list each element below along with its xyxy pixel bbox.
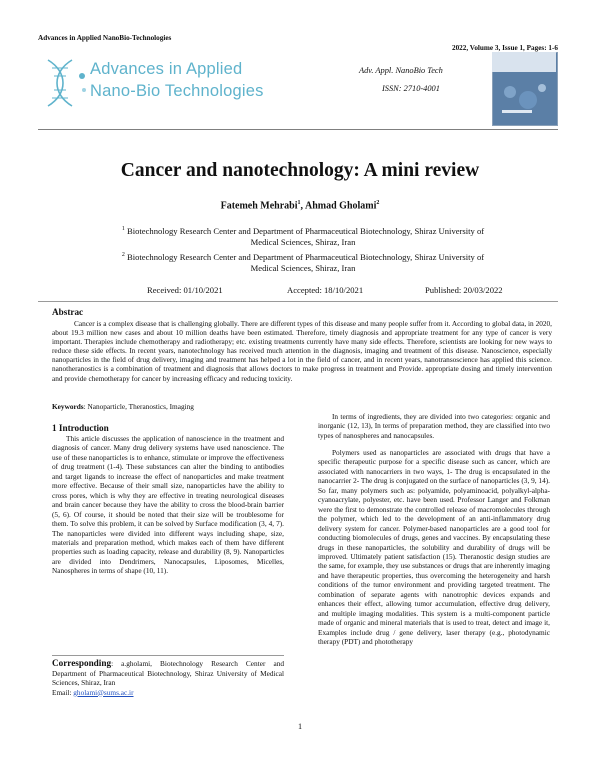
- affiliation-1: [118, 224, 488, 248]
- author-separator: ,: [300, 200, 305, 212]
- paragraph-text: In terms of ingredients, they are divided into two categories: organic and inorganic (12, 13), In terms of preparation method, they are classified into two types of nanospheres and nanocapsules.: [318, 412, 550, 440]
- section-heading-introduction: 1 Introduction: [52, 423, 109, 433]
- cover-pattern-icon: [498, 78, 550, 118]
- author-name: Fatemeh Mehrabi: [220, 200, 298, 212]
- corresponding-label: Corresponding: [52, 658, 112, 668]
- author-affiliation-mark: 1: [297, 200, 301, 206]
- paragraph-text: Polymers used as nanoparticles are associated with drugs that have a specific therapeutic purpose for a specific disease such as cancer, which are associated with nanocarriers in two ways, 1- The drug is encapsulated in the nanocarrier 2- The drug is conjugated on the surface of nanoparticles (3, 9, 14). So far, many polymers such as: polyamide, polyaminoacid, polyalkyl-alpha-cyanoacrylate, polyester, etc. have been used. Professor Langer and Folkman were the first to demonstrate the controlled release of macromolecules through the polymer, which led to the development of an anti-inflammatory drug delivery system for cancer. Polymer-based nanoparticles are a good tool for conducting biomolecules of drugs, genes and vaccines. By encapsulating these drugs in these nanoparticles, the solubility and durability of drugs will be improved. Ultimately patient satisfaction (15). Theranostic design studies are the same, for example, they use substances or drugs that are inherently imaging and have therapeutic properties, thus overcoming the heterogeneity and harsh conditions of the tumor environment and providing targeted treatment. The combination of separate agents with nanotrophic devices expands and enhances their effect, allowing tumor accumulation, effective drug delivery, and multiple imaging modalities. This system is a multi-component particle made of organic and mineral materials that is used to treat, detect and image it, Examples include drug / gene delivery, laser therapy (e.g., photodynamic therapy (PDT) and phototherapy: [318, 448, 550, 647]
- author-affiliation-mark: 2: [376, 200, 380, 206]
- journal-name: Advances in Applied NanoBio-Technologies: [38, 34, 172, 42]
- affiliation-text: Biotechnology Research Center and Department of Pharmaceutical Biotechnology, Shiraz University of Medical Sciences, Shiraz, Iran: [124, 251, 485, 273]
- abstract-text: Cancer is a complex disease that is challenging globally. There are different types of this disease and many people suffer from it. According to global data, in 2020, about 19.3 million new cases and about 10 million deaths have been estimated. Therefore, timely diagnosis and appropriate treatment for any type of cancer is very important. Therapies include chemotherapy and radiotherapy; etc. existing treatments currently have many side effects. Therefore, scientists are looking for new ways to reduce these side effects. In recent years, nanotechnology has received much attention in the diagnosis, imaging and treatment of this disease. Nanoscience, especially nanoparticles in the field of drug delivery, imaging and treatment has helped a lot in the field of cancer, and in recent years, nanotransoscience has applied this science. nanotheranostics is a combination of treatment and diagnosis that allows doctors to make progress in treatment and Provide. appropriate dosing and timely intervention and provide chemotherapy for cancer by increasing efficacy and reducing toxicity.: [52, 319, 552, 383]
- affiliation-mark: 2: [121, 252, 125, 258]
- right-column-paragraph-2: [318, 448, 550, 647]
- header-divider: [38, 129, 558, 130]
- affiliation-mark: 1: [121, 226, 125, 232]
- corresponding-author-note: [52, 659, 284, 697]
- journal-issn: ISSN: 2710-4001: [382, 84, 440, 93]
- intro-paragraph: [52, 434, 284, 576]
- abstract-heading: Abstrac: [52, 307, 84, 317]
- logo-text-line1: Advances in Applied: [90, 60, 243, 78]
- article-title: Cancer and nanotechnology: A mini review: [120, 160, 480, 181]
- logo-dot-icon: [82, 88, 86, 92]
- journal-abbreviation: Adv. Appl. NanoBio Tech: [359, 66, 443, 75]
- footnote-divider: [52, 655, 284, 656]
- logo-dot-icon: [79, 73, 85, 79]
- corresponding-text: : a.gholami, Biotechnology Research Center and Department of Pharmaceutical Biotechnology, Shiraz University of Medical Sciences, Shiraz, Iran: [52, 659, 284, 687]
- received-date: Received: 01/10/2021: [147, 285, 223, 295]
- keywords-list: : Nanoparticle, Theranostics, Imaging: [83, 402, 194, 411]
- dates-divider: [38, 301, 558, 302]
- accepted-date: Accepted: 18/10/2021: [287, 285, 364, 295]
- email-label: Email:: [52, 687, 74, 697]
- volume-info: 2022, Volume 3, Issue 1, Pages: 1-6: [451, 44, 558, 52]
- author-list: [0, 200, 600, 211]
- keywords-label: Keywords: [52, 402, 84, 411]
- paragraph-text: This article discusses the application of nanoscience in the treatment and diagnosis of cancer. Many drug delivery systems have used nanoscience. The use of these nanoparticles is to enhance, stimulate or improve the effectiveness of drug treatment (1-4). These substances can alter the binding to antibodies and target ligands to increase the effect of nanoparticles and make treatment more effective. Because of their small size, nanoparticles have the ability to cross pores, which is why they are effective in treating neurological diseases and brain cancer because they have the ability to cross the blood-brain barrier (5, 6). Of course, it should be noted that their size will be troublesome for them. To solve this problem, it can be solved by Surface modification (3, 4, 7). The nanoparticles were divided into different ways including shape, size, materials and preparation method, which makes each of them have different properties such as loading capacity, release and durability (8, 9). Nanoparticles are divided into Dendrimers, Nanocapsules, Liposomes, Micelles, Nanospheres in terms of shape (10, 11).: [52, 434, 284, 576]
- logo-dna-icon: [48, 60, 72, 106]
- published-date: Published: 20/03/2022: [425, 285, 503, 295]
- journal-cover-header: [492, 52, 556, 72]
- affiliation-text: Biotechnology Research Center and Department of Pharmaceutical Biotechnology, Shiraz University of Medical Sciences, Shiraz, Iran: [124, 225, 485, 247]
- affiliation-2: [108, 250, 498, 274]
- logo-text-line2: Nano-Bio Technologies: [90, 82, 264, 100]
- email-link[interactable]: gholami@sums.ac.ir: [73, 687, 134, 697]
- page-number: 1: [297, 722, 303, 731]
- right-column-paragraph-1: [318, 412, 550, 440]
- keywords: [52, 402, 194, 411]
- author-name: Ahmad Gholami: [304, 200, 377, 212]
